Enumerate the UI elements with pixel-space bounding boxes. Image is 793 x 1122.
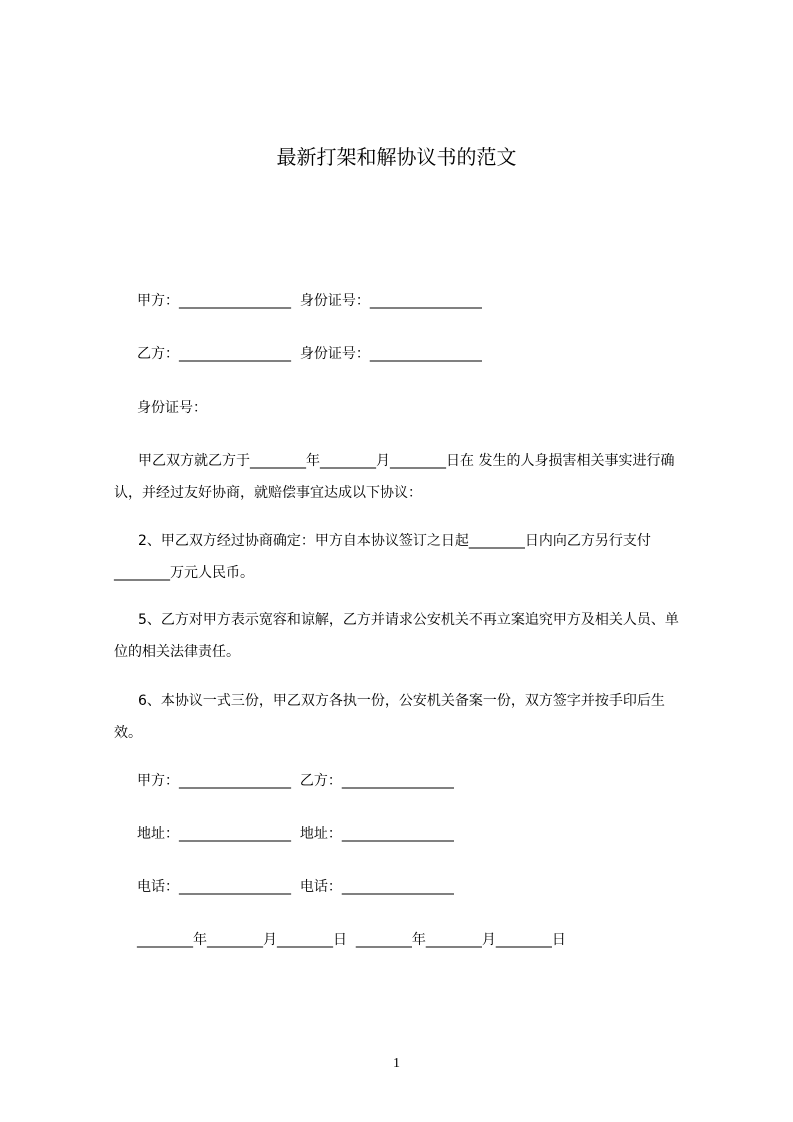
paragraph-clause-5: 5、乙方对甲方表示宽容和谅解，乙方并请求公安机关不再立案追究甲方及相关人员、单位的相关法律责任。 — [114, 612, 679, 660]
party-a-line: 甲方：________________ 身份证号：________________ — [137, 293, 482, 309]
signature-address-line: 地址：________________ 地址：________________ — [137, 826, 454, 842]
page-number: 1 — [393, 1056, 400, 1071]
signature-party-line: 甲方：________________ 乙方：________________ — [137, 773, 454, 789]
paragraph-facts: 甲乙双方就乙方于________年________月________日在 发生的人身损害相关事实进行确认，并经过友好协商，就赔偿事宜达成以下协议： — [114, 453, 675, 501]
signature-date-line: ________年________月________日 ________年________月________日 — [137, 932, 566, 948]
party-b-line: 乙方：________________ 身份证号：________________ — [137, 346, 482, 362]
signature-phone-line: 电话：________________ 电话：________________ — [137, 879, 454, 895]
id-number-line: 身份证号： — [137, 400, 207, 416]
paragraph-clause-6: 6、本协议一式三份，甲乙双方各执一份，公安机关备案一份，双方签字并按手印后生效。 — [114, 693, 665, 741]
paragraph-clause-2: 2、甲乙双方经过协商确定：甲方自本协议签订之日起________日内向乙方另行支付________万元人民币。 — [114, 533, 651, 581]
document-title: 最新打架和解协议书的范文 — [276, 145, 517, 169]
